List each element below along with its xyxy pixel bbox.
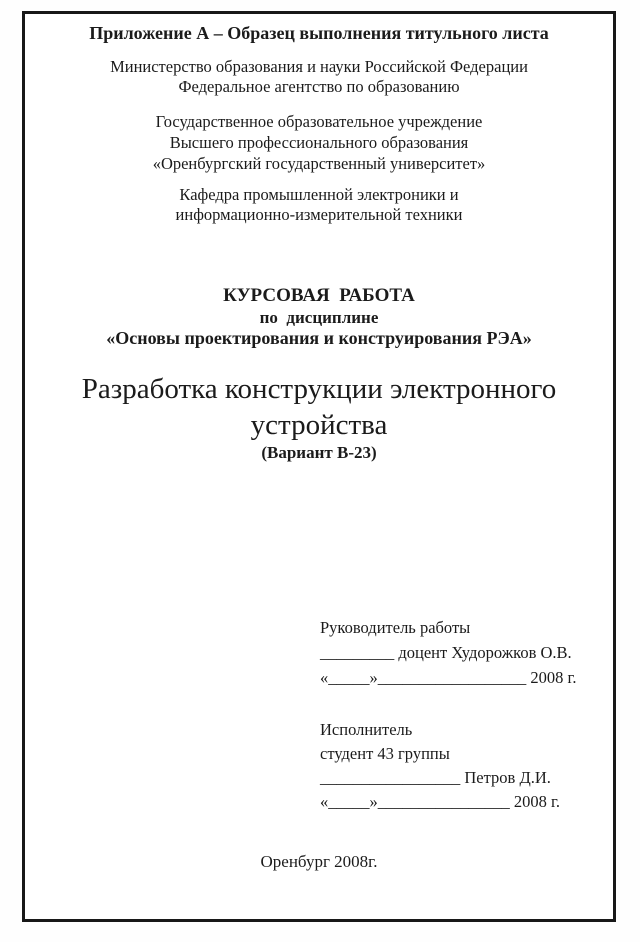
executor-block — [320, 718, 613, 814]
executor-date-line: «_____»________________ 2008 г. — [320, 792, 561, 811]
ministry-block — [25, 57, 613, 97]
institution-line: «Оренбургский государственный университет» — [152, 154, 486, 173]
discipline-label: по дисциплине — [259, 308, 379, 327]
work-type: КУРСОВАЯ РАБОТА — [223, 285, 415, 306]
supervisor-date-line: «_____»__________________ 2008 г. — [320, 668, 577, 687]
supervisor-block — [320, 615, 613, 690]
executor-signature-line: _________________ Петров Д.И. — [320, 768, 551, 787]
institution-line: Высшего профессионального образования — [169, 133, 469, 152]
discipline-name: «Основы проектирования и конструирования РЭА» — [106, 328, 532, 348]
institution-line: Государственное образовательное учреждение — [155, 112, 483, 131]
title-page-sheet — [22, 11, 616, 922]
main-title-line: устройства — [250, 409, 388, 441]
executor-role: Исполнитель — [320, 720, 413, 739]
executor-group: студент 43 группы — [320, 744, 450, 763]
ministry-line: Федеральное агентство по образованию — [178, 77, 460, 96]
work-block — [25, 285, 613, 349]
department-line: Кафедра промышленной электроники и — [179, 185, 459, 204]
variant-label: (Вариант В-23) — [261, 443, 377, 462]
appendix-heading: Приложение А – Образец выполнения титульного листа — [89, 23, 549, 43]
supervisor-role: Руководитель работы — [320, 618, 471, 637]
main-title-line: Разработка конструкции электронного — [81, 373, 557, 405]
ministry-line: Министерство образования и науки Российской Федерации — [110, 57, 528, 76]
footer-city: Оренбург 2008г. — [260, 852, 378, 871]
institution-block — [25, 111, 613, 174]
department-block — [25, 185, 613, 225]
department-line: информационно-измерительной техники — [175, 205, 463, 224]
main-title — [25, 371, 613, 443]
supervisor-signature-line: _________ доцент Худорожков О.В. — [320, 643, 572, 662]
